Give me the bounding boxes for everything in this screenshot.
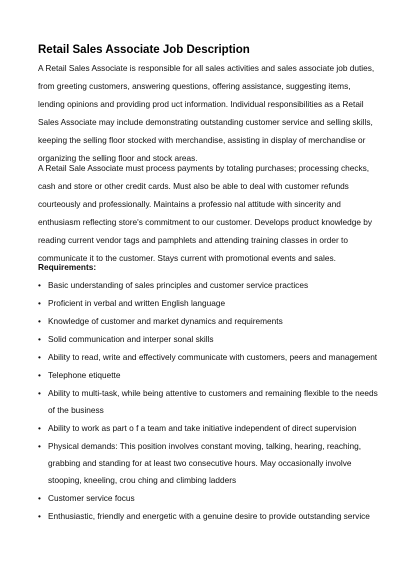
requirement-text: Ability to work as part o f a team and take initiative independent of direct supervision <box>48 423 357 433</box>
requirement-text: Proficient in verbal and written English language <box>48 298 226 308</box>
payments-paragraph: A Retail Sale Associate must process payments by totaling purchases; processing checks, cash and store or other credit cards. Must also be able to deal with customer refunds courteously and professionally. Maintains a professio nal attitude with sincerity and enthusiasm reflecting store's commitment to our customer. Develops product knowledge by reading current vendor tags and pamphlets and attending training classes in order to communicate it to the customer. Stays current with promotional events and sales. <box>38 163 373 263</box>
bullet-icon: • <box>38 388 41 398</box>
document-title: Retail Sales Associate Job Description <box>38 44 250 56</box>
requirement-text: Enthusiastic, friendly and energetic with a genuine desire to provide outstanding service <box>48 511 370 521</box>
bullet-icon: • <box>38 423 41 433</box>
requirements-heading: Requirements: <box>38 262 97 272</box>
requirement-item <box>38 438 378 489</box>
bullet-icon: • <box>38 352 41 362</box>
bullet-icon: • <box>38 441 41 451</box>
requirement-item <box>38 508 378 525</box>
requirement-text: Customer service focus <box>48 493 135 503</box>
requirement-text: Telephone etiquette <box>48 370 121 380</box>
requirement-text: Solid communication and interper sonal skills <box>48 334 214 344</box>
requirement-item <box>38 367 378 384</box>
requirement-text: Knowledge of customer and market dynamics and requirements <box>48 316 283 326</box>
requirements-list <box>38 277 378 526</box>
requirement-text: Ability to read, write and effectively communicate with customers, peers and management <box>48 352 378 362</box>
bullet-icon: • <box>38 298 41 308</box>
bullet-icon: • <box>38 334 41 344</box>
bullet-icon: • <box>38 280 41 290</box>
requirement-item <box>38 277 378 294</box>
requirement-item <box>38 295 378 312</box>
requirement-item <box>38 331 378 348</box>
requirement-item <box>38 313 378 330</box>
requirement-text: Basic understanding of sales principles and customer service practices <box>48 280 309 290</box>
requirement-text: Ability to multi-task, while being attentive to customers and remaining flexible to the needs of the business <box>48 388 378 415</box>
requirement-item <box>38 420 378 437</box>
bullet-icon: • <box>38 316 41 326</box>
bullet-icon: • <box>38 511 41 521</box>
requirement-item <box>38 349 378 366</box>
requirement-item <box>38 490 378 507</box>
bullet-icon: • <box>38 493 41 503</box>
bullet-icon: • <box>38 370 41 380</box>
requirement-text: Physical demands: This position involves constant moving, talking, hearing, reaching, grabbing and standing for at least two consecutive hours. May occasionally involve stooping, kneeling, crou ching and climbing ladders <box>48 441 361 485</box>
requirement-item <box>38 385 378 419</box>
intro-paragraph: A Retail Sales Associate is responsible for all sales activities and sales associate job duties, from greeting customers, answering questions, offering assistance, suggesting items, lending opinions and providing prod uct information. Individual responsibilities as a Retail Sales Associate may include demonstrating outstanding customer service and selling skills, keeping the selling floor stocked with merchandise, assisting in display of merchandise or organizing the selling floor and stock areas. <box>38 63 375 163</box>
